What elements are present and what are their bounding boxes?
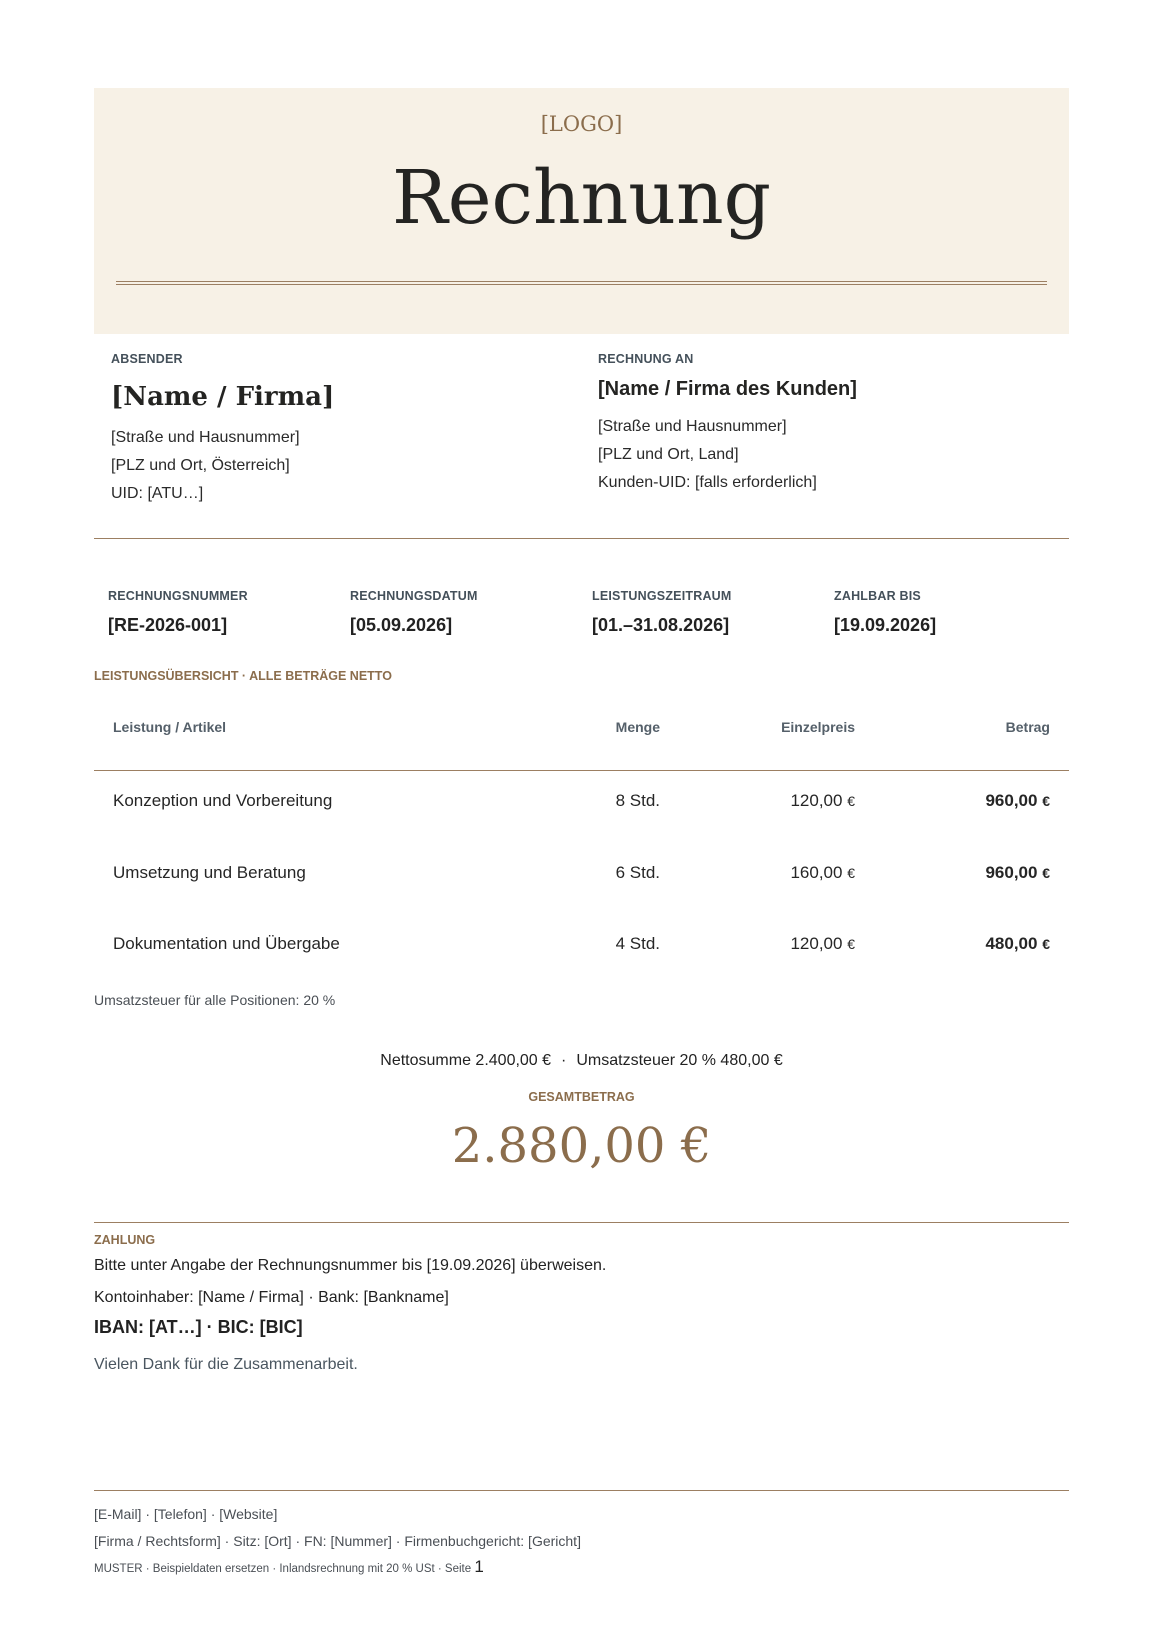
- meta-service-period: [592, 589, 732, 636]
- payment-label: ZAHLUNG: [94, 1232, 156, 1247]
- grand-total-label: GESAMTBETRAG: [528, 1089, 635, 1104]
- parties-section: [94, 334, 1069, 539]
- totals-summary: [94, 1052, 1069, 1070]
- table-header: [94, 683, 1069, 771]
- meta-label: RECHNUNGSDATUM: [350, 589, 478, 603]
- row-item: Umsetzung und Beratung: [113, 862, 306, 882]
- sender-label: ABSENDER: [111, 352, 183, 366]
- amount-value: 480,00: [985, 934, 1038, 953]
- row-amount: [985, 863, 1050, 883]
- header-item: Leistung / Artikel: [113, 719, 227, 735]
- currency-symbol: €: [1042, 864, 1050, 881]
- amount-value: 960,00: [985, 862, 1038, 882]
- recipient-uid: Kunden-UID: [falls erforderlich]: [598, 474, 817, 491]
- currency-symbol: €: [847, 936, 855, 952]
- thank-you-note: Vielen Dank für die Zusammenarbeit.: [94, 1355, 358, 1373]
- header-amount: Betrag: [1005, 719, 1050, 735]
- invoice-meta: [94, 539, 1069, 669]
- vat-note: Umsatzsteuer für alle Positionen: 20 %: [94, 991, 336, 1008]
- invoice-footer: [94, 1490, 1069, 1577]
- recipient-city: [PLZ und Ort, Land]: [598, 446, 739, 463]
- footer-contact: [E-Mail] · [Telefon] · [Website]: [94, 1506, 278, 1522]
- grand-total-value: 2.880,00 €: [451, 1117, 712, 1174]
- meta-value: [RE-2026-001]: [108, 615, 228, 635]
- payment-section: [94, 1222, 1069, 1374]
- price-value: 120,00: [790, 791, 843, 810]
- row-quantity: 8 Std.: [615, 791, 660, 810]
- meta-value: [01.–31.08.2026]: [592, 615, 730, 635]
- meta-invoice-number: [108, 589, 248, 636]
- payment-instructions: Bitte unter Angabe der Rechnungsnummer bis [19.09.2026] überweisen.: [94, 1256, 607, 1274]
- vat-total: Umsatzsteuer 20 % 480,00 €: [576, 1051, 783, 1069]
- amount-value: 960,00: [985, 791, 1038, 810]
- footer-company: [Firma / Rechtsform] · Sitz: [Ort] · FN: [Nummer] · Firmenbuchgericht: [Gericht]: [94, 1533, 581, 1549]
- sender-city: [PLZ und Ort, Österreich]: [111, 457, 290, 474]
- row-quantity: 6 Std.: [615, 862, 660, 882]
- row-unit-price: [790, 863, 855, 883]
- items-section-label: LEISTUNGSÜBERSICHT · ALLE BETRÄGE NETTO: [94, 669, 392, 683]
- footer-note: [94, 1557, 1069, 1577]
- meta-invoice-date: [350, 589, 478, 636]
- row-item: Dokumentation und Übergabe: [113, 934, 340, 953]
- sender-uid: UID: [ATU…]: [111, 485, 204, 502]
- meta-due-date: [834, 589, 936, 636]
- currency-symbol: €: [847, 864, 855, 881]
- row-unit-price: [790, 791, 855, 811]
- currency-symbol: €: [1042, 793, 1050, 809]
- sender-name: [Name / Firma]: [111, 382, 335, 412]
- page-number: 1: [474, 1557, 484, 1576]
- price-value: 160,00: [790, 862, 843, 882]
- meta-label: ZAHLBAR BIS: [834, 589, 921, 603]
- recipient-name: [Name / Firma des Kunden]: [598, 378, 857, 400]
- meta-value: [19.09.2026]: [834, 615, 937, 635]
- payment-iban: IBAN: [AT…] · BIC: [BIC]: [94, 1316, 303, 1337]
- row-amount: [985, 934, 1050, 954]
- header-unit-price: Einzelpreis: [781, 719, 855, 735]
- payment-account: Kontoinhaber: [Name / Firma] · Bank: [Bankname]: [94, 1288, 449, 1306]
- footer-note-text: MUSTER · Beispieldaten ersetzen · Inlandsrechnung mit 20 % USt · Seite: [94, 1563, 472, 1575]
- separator: ·: [561, 1051, 567, 1069]
- row-unit-price: [790, 934, 855, 954]
- invoice-title: Rechnung: [392, 155, 771, 241]
- invoice-page: [94, 88, 1069, 1374]
- recipient-block: [598, 352, 1058, 497]
- meta-value: [05.09.2026]: [350, 615, 453, 635]
- table-row: [94, 914, 1069, 986]
- table-row: [94, 771, 1069, 843]
- logo-placeholder: [LOGO]: [540, 112, 623, 136]
- row-amount: [985, 791, 1050, 811]
- net-total: Nettosumme 2.400,00 €: [380, 1051, 552, 1069]
- table-row: [94, 843, 1069, 915]
- header-divider: [116, 281, 1047, 285]
- sender-street: [Straße und Hausnummer]: [111, 429, 300, 446]
- meta-label: RECHNUNGSNUMMER: [108, 589, 248, 603]
- currency-symbol: €: [1042, 936, 1050, 952]
- sender-block: [111, 352, 571, 508]
- meta-label: LEISTUNGSZEITRAUM: [592, 589, 732, 603]
- recipient-label: RECHNUNG AN: [598, 352, 694, 366]
- items-table: [94, 683, 1069, 986]
- row-quantity: 4 Std.: [615, 934, 660, 953]
- row-item: Konzeption und Vorbereitung: [113, 791, 333, 810]
- invoice-header: [94, 88, 1069, 334]
- currency-symbol: €: [847, 793, 855, 809]
- header-quantity: Menge: [615, 719, 660, 735]
- recipient-street: [Straße und Hausnummer]: [598, 418, 787, 435]
- price-value: 120,00: [790, 934, 843, 953]
